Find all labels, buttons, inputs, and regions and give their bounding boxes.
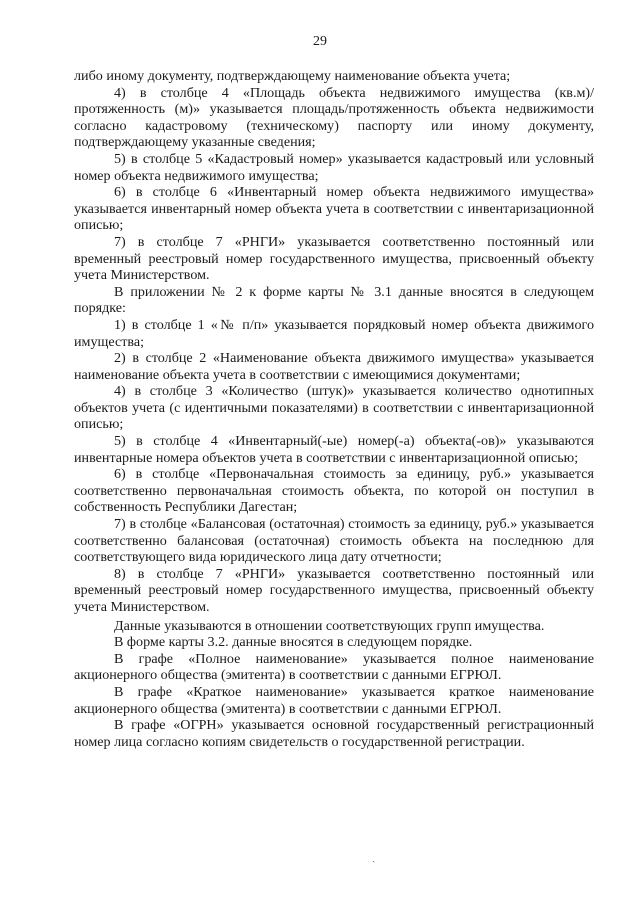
scan-mark: ˏ (372, 852, 376, 863)
paragraph-12: 7) в столбце «Балансовая (остаточная) стоимость за единицу, руб.» указывается соответственно балансовая (остаточная) стоимость объекта на последнюю для соответствующего вида юридического лица дату отчетности; (74, 516, 594, 566)
paragraph-15: В форме карты 3.2. данные вносятся в следующем порядке. (114, 634, 473, 651)
paragraph-8: 2) в столбце 2 «Наименование объекта движимого имущества» указывается наименование объекта учета в соответствии с имеющимися документами; (74, 350, 594, 383)
paragraph-5: 7) в столбце 7 «РНГИ» указывается соответственно постоянный или временный реестровый номер государственного имущества, присвоенный объекту учета Министерством. (74, 233, 594, 284)
paragraph-11: 6) в столбце «Первоначальная стоимость за единицу, руб.» указывается соответственно первоначальная стоимость объекта, по которой он поступил в собственность Республики Дагестан; (74, 466, 594, 516)
paragraph-9: 4) в столбце 3 «Количество (штук)» указывается количество однотипных объектов учета (с идентичными показателями) в соответствии с инвентаризационной описью; (74, 383, 594, 433)
page-number: 29 (313, 34, 327, 49)
paragraph-1: либо иному документу, подтверждающему наименование объекта учета; (74, 68, 511, 84)
paragraph-7: 1) в столбце 1 «№ п/п» указывается порядковый номер объекта движимого имущества; (74, 316, 594, 350)
paragraph-18: В графе «ОГРН» указывается основной государственный регистрационный номер лица согласно копиям свидетельств о государственной регистрации. (74, 717, 594, 750)
paragraph-14: Данные указываются в отношении соответствующих групп имущества. (114, 617, 545, 634)
paragraph-4: 6) в столбце 6 «Инвентарный номер объекта недвижимого имущества» указывается инвентарный номер объекта учета в соответствии с инвентаризационной описью; (74, 184, 594, 234)
paragraph-2: 4) в столбце 4 «Площадь объекта недвижимого имущества (кв.м)/ протяженность (м)» указывается площадь/протяженность объекта недвижимости согласно кадастровому (техническому) паспорту или иному документу, подтверждающему указанные сведения; (74, 84, 594, 151)
paragraph-17: В графе «Краткое наименование» указывается краткое наименование акционерного общества (эмитента) в соответствии с данными ЕГРЮЛ. (74, 683, 594, 717)
document-body (74, 68, 594, 750)
paragraph-16: В графе «Полное наименование» указывается полное наименование акционерного общества (эмитента) в соответствии с данными ЕГРЮЛ. (74, 650, 594, 684)
paragraph-6: В приложении № 2 к форме карты № 3.1 данные вносятся в следующем порядке: (74, 283, 594, 317)
paragraph-13: 8) в столбце 7 «РНГИ» указывается соответственно постоянный или временный реестровый номер государственного имущества, присвоенный объекту учета Министерством. (74, 565, 594, 615)
paragraph-3: 5) в столбце 5 «Кадастровый номер» указывается кадастровый или условный номер объекта недвижимого имущества; (74, 150, 594, 184)
paragraph-10: 5) в столбце 4 «Инвентарный(-ые) номер(-а) объекта(-ов)» указываются инвентарные номера объектов учета в соответствии с инвентаризационной описью; (74, 433, 594, 466)
